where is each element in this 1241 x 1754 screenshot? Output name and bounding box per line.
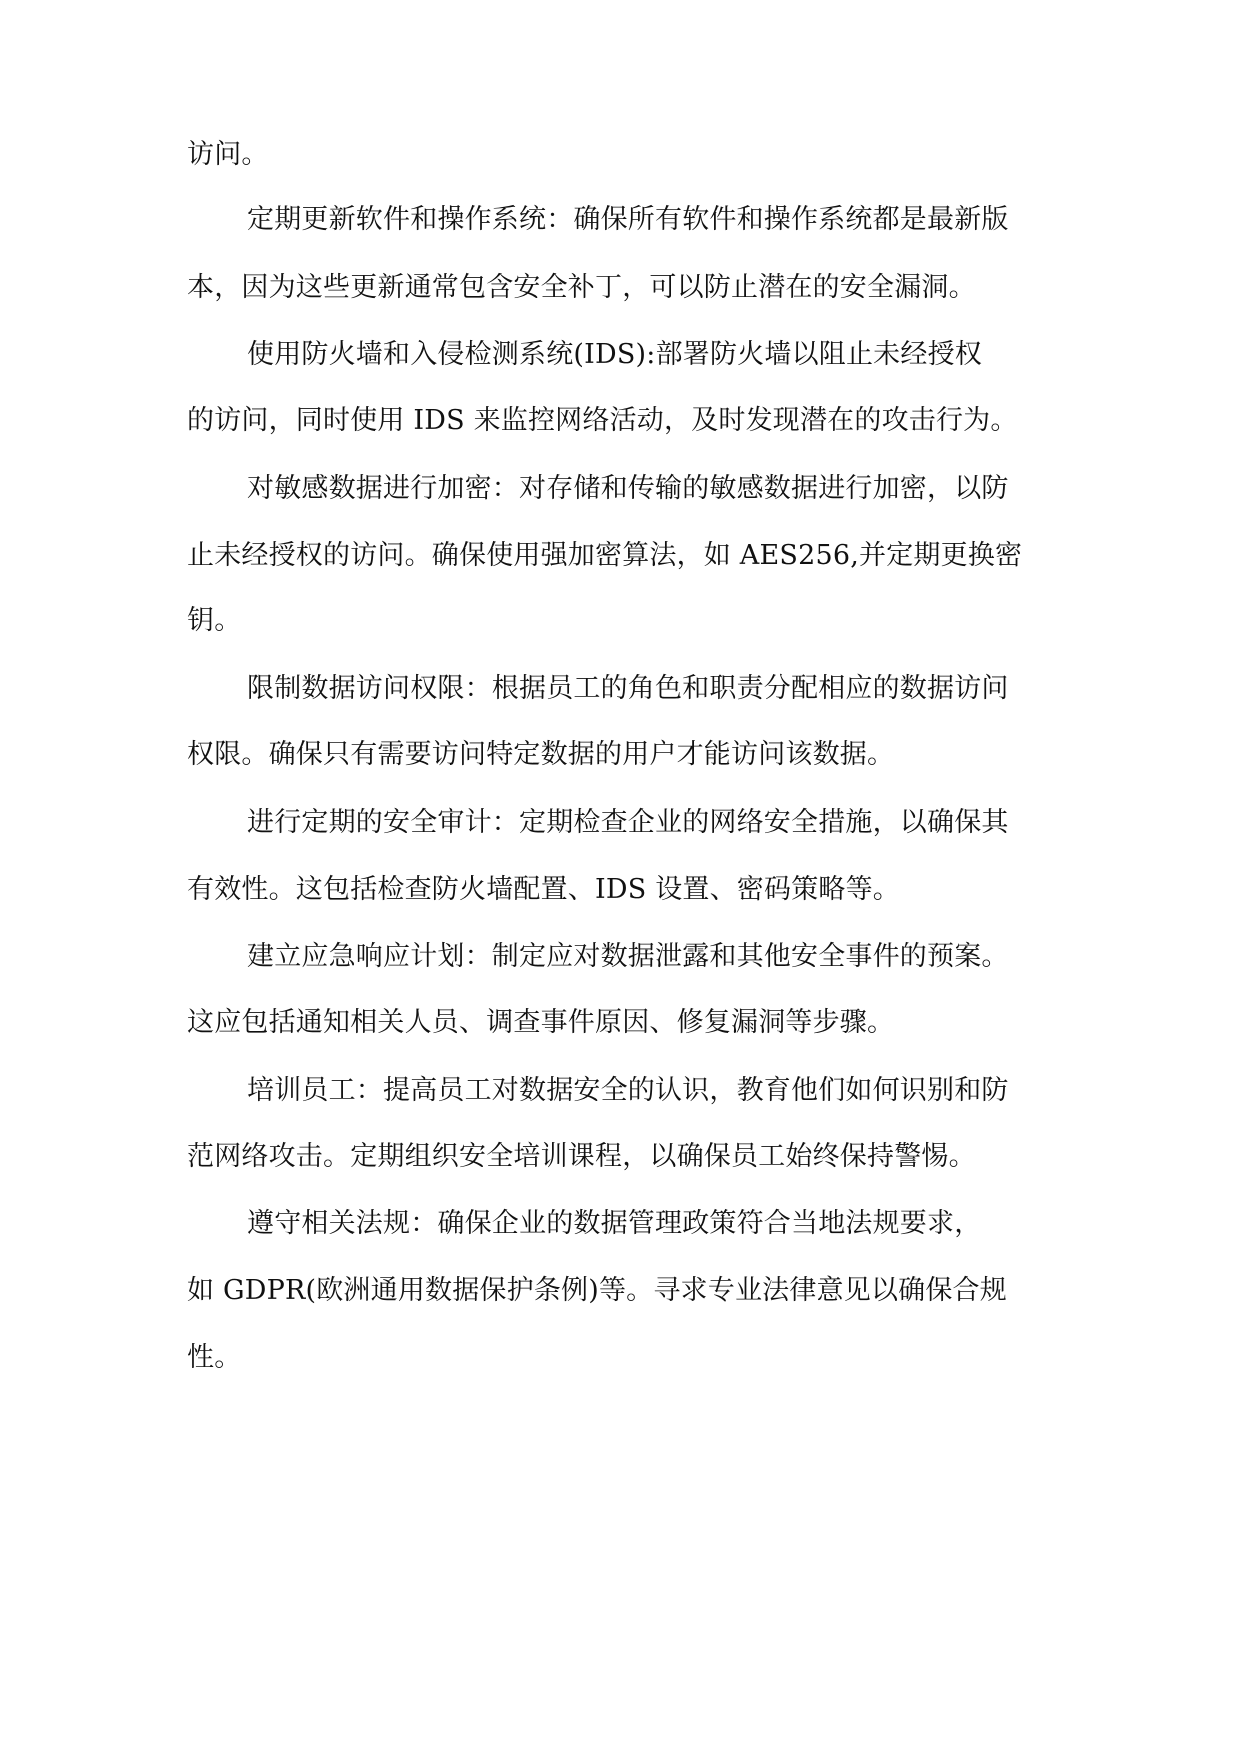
paragraph-line: 权限。确保只有需要访问特定数据的用户才能访问该数据。 xyxy=(187,739,895,770)
paragraph-line: 范网络攻击。定期组织安全培训课程，以确保员工始终保持警惕。 xyxy=(187,1141,976,1172)
paragraph-line: 本，因为这些更新通常包含安全补丁，可以防止潜在的安全漏洞。 xyxy=(187,272,976,303)
paragraph-line: 性。 xyxy=(187,1342,242,1373)
paragraph-line: 遵守相关法规：确保企业的数据管理政策符合当地法规要求， xyxy=(247,1208,982,1239)
paragraph-line: 如 GDPR(欧洲通用数据保护条例)等。寻求专业法律意见以确保合规 xyxy=(187,1275,1007,1306)
paragraph-line: 访问。 xyxy=(187,139,269,170)
paragraph-line: 对敏感数据进行加密：对存储和传输的敏感数据进行加密，以防 xyxy=(247,473,1009,504)
paragraph-line: 有效性。这包括检查防火墙配置、IDS 设置、密码策略等。 xyxy=(187,874,900,905)
paragraph-line: 这应包括通知相关人员、调查事件原因、修复漏洞等步骤。 xyxy=(187,1007,895,1038)
paragraph-line: 建立应急响应计划：制定应对数据泄露和其他安全事件的预案。 xyxy=(247,941,1009,972)
paragraph-line: 的访问，同时使用 IDS 来监控网络活动，及时发现潜在的攻击行为。 xyxy=(187,405,1018,436)
paragraph-line: 培训员工：提高员工对数据安全的认识，教育他们如何识别和防 xyxy=(247,1075,1009,1106)
paragraph-line: 钥。 xyxy=(187,605,242,636)
paragraph-line: 进行定期的安全审计：定期检查企业的网络安全措施，以确保其 xyxy=(247,807,1009,838)
paragraph-line: 定期更新软件和操作系统：确保所有软件和操作系统都是最新版 xyxy=(247,204,1009,235)
paragraph-line: 止未经授权的访问。确保使用强加密算法，如 AES256,并定期更换密 xyxy=(187,540,1023,571)
paragraph-line: 限制数据访问权限：根据员工的角色和职责分配相应的数据访问 xyxy=(247,673,1009,704)
paragraph-line: 使用防火墙和入侵检测系统(IDS):部署防火墙以阻止未经授权 xyxy=(247,339,982,370)
